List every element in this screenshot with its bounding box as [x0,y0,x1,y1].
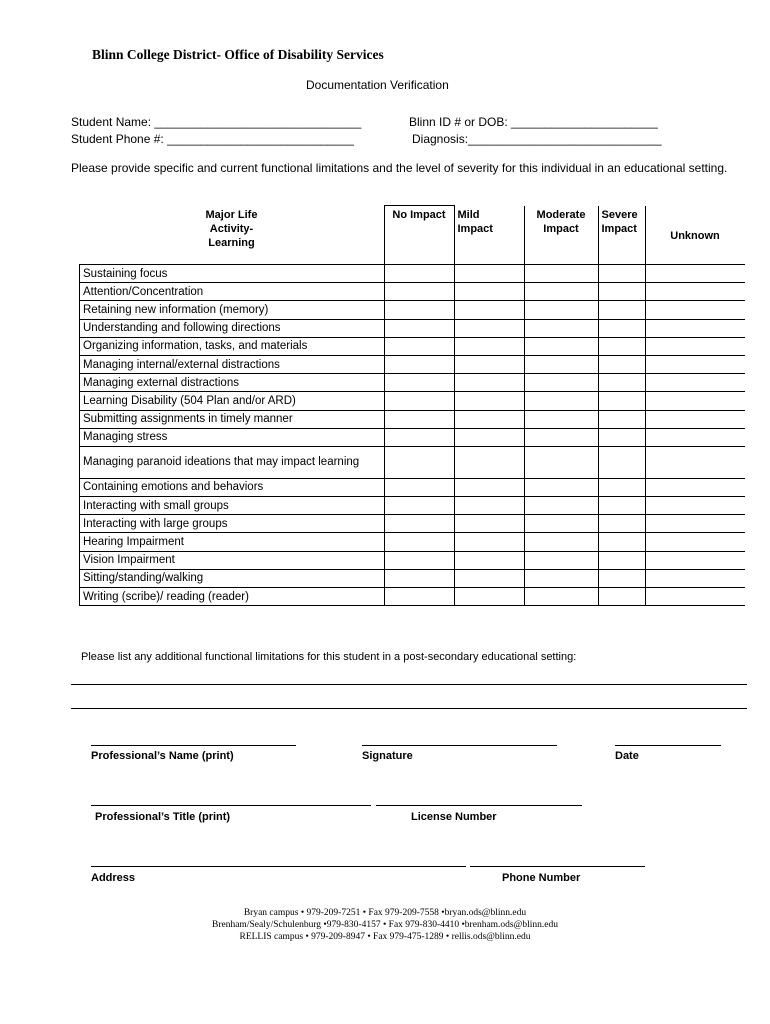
cell-moderate-impact[interactable] [524,319,598,337]
table-row [80,569,745,587]
activity-label: Vision Impairment [80,551,385,569]
cell-mild-impact[interactable] [454,374,524,392]
cell-moderate-impact[interactable] [524,446,598,478]
cell-severe-impact[interactable] [598,355,645,373]
address-label: Address [91,872,136,884]
cell-moderate-impact[interactable] [524,497,598,515]
cell-severe-impact[interactable] [598,533,645,551]
cell-mild-impact[interactable] [454,319,524,337]
cell-no-impact[interactable] [384,588,454,606]
activity-label: Retaining new information (memory) [80,301,385,319]
activity-label: Managing external distractions [80,374,385,392]
cell-moderate-impact[interactable] [524,337,598,355]
phone-number-label: Phone Number [502,872,581,884]
professional-title-label: Professional’s Title (print) [95,811,231,823]
activity-label: Writing (scribe)/ reading (reader) [80,588,385,606]
cell-moderate-impact[interactable] [524,551,598,569]
cell-no-impact[interactable] [384,355,454,373]
cell-mild-impact[interactable] [454,478,524,496]
header-mild-impact: Mild Impact [454,206,524,265]
cell-no-impact[interactable] [384,410,454,428]
cell-mild-impact[interactable] [454,265,524,283]
cell-unknown[interactable] [645,319,745,337]
cell-severe-impact[interactable] [598,551,645,569]
cell-mild-impact[interactable] [454,446,524,478]
cell-severe-impact[interactable] [598,374,645,392]
header-moderate-impact: Moderate Impact [524,206,598,265]
activity-label: Sustaining focus [80,265,385,283]
professional-title-line[interactable] [91,805,371,806]
license-number-label: License Number [411,811,497,823]
cell-unknown[interactable] [645,551,745,569]
cell-severe-impact[interactable] [598,283,645,301]
footer-bryan: Bryan campus • 979-209-7251 • Fax 979-209-7558 •bryan.ods@blinn.edu [243,908,527,918]
cell-unknown[interactable] [645,515,745,533]
cell-moderate-impact[interactable] [524,374,598,392]
cell-unknown[interactable] [645,410,745,428]
cell-mild-impact[interactable] [454,569,524,587]
cell-moderate-impact[interactable] [524,515,598,533]
cell-no-impact[interactable] [384,392,454,410]
signature-label: Signature [362,750,413,762]
cell-no-impact[interactable] [384,446,454,478]
cell-severe-impact[interactable] [598,588,645,606]
cell-severe-impact[interactable] [598,301,645,319]
table-row [80,374,745,392]
address-line[interactable] [91,866,466,867]
diagnosis-field[interactable]: Diagnosis:_____________________________ [412,132,662,146]
cell-moderate-impact[interactable] [524,355,598,373]
cell-no-impact[interactable] [384,515,454,533]
cell-unknown[interactable] [645,446,745,478]
cell-unknown[interactable] [645,588,745,606]
cell-unknown[interactable] [645,337,745,355]
activity-label: Managing internal/external distractions [80,355,385,373]
table-row [80,355,745,373]
table-row [80,337,745,355]
table-row [80,283,745,301]
cell-moderate-impact[interactable] [524,283,598,301]
cell-unknown[interactable] [645,497,745,515]
cell-severe-impact[interactable] [598,428,645,446]
professional-name-label: Professional’s Name (print) [91,750,234,762]
activity-label: Sitting/standing/walking [80,569,385,587]
cell-moderate-impact[interactable] [524,410,598,428]
blinn-id-field[interactable]: Blinn ID # or DOB: ______________________ [409,115,658,129]
activity-label: Containing emotions and behaviors [80,478,385,496]
cell-no-impact[interactable] [384,283,454,301]
table-row [80,392,745,410]
cell-unknown[interactable] [645,301,745,319]
activity-label: Submitting assignments in timely manner [80,410,385,428]
header-activity: Major Life Activity- Learning [80,206,385,265]
cell-mild-impact[interactable] [454,533,524,551]
cell-no-impact[interactable] [384,551,454,569]
additional-line-2[interactable] [71,708,747,709]
cell-unknown[interactable] [645,392,745,410]
license-number-line[interactable] [376,805,582,806]
cell-severe-impact[interactable] [598,319,645,337]
cell-mild-impact[interactable] [454,410,524,428]
cell-unknown[interactable] [645,265,745,283]
cell-moderate-impact[interactable] [524,392,598,410]
cell-unknown[interactable] [645,533,745,551]
page-title: Blinn College District- Office of Disability Services [92,47,384,62]
header-unknown: Unknown [645,206,745,265]
professional-name-line[interactable] [91,745,296,746]
cell-no-impact[interactable] [384,497,454,515]
table-row [80,410,745,428]
table-row [80,301,745,319]
activity-label: Interacting with small groups [80,497,385,515]
cell-mild-impact[interactable] [454,588,524,606]
table-row [80,446,745,478]
cell-no-impact[interactable] [384,478,454,496]
cell-no-impact[interactable] [384,319,454,337]
cell-unknown[interactable] [645,283,745,301]
student-name-field[interactable]: Student Name: _______________________________ [71,115,362,129]
cell-mild-impact[interactable] [454,428,524,446]
cell-moderate-impact[interactable] [524,533,598,551]
date-line[interactable] [615,745,721,746]
cell-no-impact[interactable] [384,428,454,446]
cell-no-impact[interactable] [384,301,454,319]
cell-unknown[interactable] [645,569,745,587]
activity-label: Managing stress [80,428,385,446]
cell-moderate-impact[interactable] [524,569,598,587]
cell-no-impact[interactable] [384,265,454,283]
activity-label: Managing paranoid ideations that may impact learning [80,446,385,478]
cell-no-impact[interactable] [384,337,454,355]
header-severe-impact: Severe Impact [598,206,645,265]
cell-no-impact[interactable] [384,569,454,587]
table-row [80,551,745,569]
cell-moderate-impact[interactable] [524,588,598,606]
impact-table [79,205,745,606]
activity-label: Hearing Impairment [80,533,385,551]
cell-moderate-impact[interactable] [524,428,598,446]
table-row [80,319,745,337]
footer-rellis: RELLIS campus • 979-209-8947 • Fax 979-475-1289 • rellis.ods@blinn.edu [239,932,531,942]
cell-mild-impact[interactable] [454,301,524,319]
cell-moderate-impact[interactable] [524,478,598,496]
cell-moderate-impact[interactable] [524,301,598,319]
cell-severe-impact[interactable] [598,478,645,496]
cell-mild-impact[interactable] [454,515,524,533]
table-row [80,515,745,533]
cell-no-impact[interactable] [384,374,454,392]
student-phone-field[interactable]: Student Phone #: ____________________________ [71,132,354,146]
cell-mild-impact[interactable] [454,551,524,569]
cell-unknown[interactable] [645,478,745,496]
cell-unknown[interactable] [645,374,745,392]
table-header-row [80,206,745,265]
cell-mild-impact[interactable] [454,283,524,301]
cell-mild-impact[interactable] [454,497,524,515]
cell-severe-impact[interactable] [598,446,645,478]
activity-label: Organizing information, tasks, and materials [80,337,385,355]
cell-severe-impact[interactable] [598,569,645,587]
footer-brenham: Brenham/Sealy/Schulenburg •979-830-4157 • Fax 979-830-4410 •brenham.ods@blinn.edu [212,920,558,930]
cell-severe-impact[interactable] [598,497,645,515]
cell-severe-impact[interactable] [598,410,645,428]
cell-severe-impact[interactable] [598,265,645,283]
additional-line-1[interactable] [71,684,747,685]
cell-mild-impact[interactable] [454,337,524,355]
activity-label: Interacting with large groups [80,515,385,533]
table-row [80,497,745,515]
activity-label: Attention/Concentration [80,283,385,301]
signature-line[interactable] [362,745,557,746]
cell-unknown[interactable] [645,355,745,373]
table-row [80,478,745,496]
instructions-text: Please provide specific and current functional limitations and the level of severity for this individual in an educational setting. [71,161,728,175]
additional-limitations-prompt: Please list any additional functional limitations for this student in a post-secondary educational setting: [81,651,577,663]
cell-no-impact[interactable] [384,533,454,551]
table-row [80,428,745,446]
table-row [80,265,745,283]
table-row [80,533,745,551]
cell-mild-impact[interactable] [454,355,524,373]
form-subtitle: Documentation Verification [306,78,449,92]
table-row [80,588,745,606]
cell-severe-impact[interactable] [598,392,645,410]
activity-label: Understanding and following directions [80,319,385,337]
header-no-impact: No Impact [384,206,454,265]
cell-severe-impact[interactable] [598,515,645,533]
cell-mild-impact[interactable] [454,392,524,410]
date-label: Date [615,750,639,762]
activity-label: Learning Disability (504 Plan and/or ARD) [80,392,385,410]
cell-moderate-impact[interactable] [524,265,598,283]
phone-number-line[interactable] [470,866,645,867]
cell-severe-impact[interactable] [598,337,645,355]
cell-unknown[interactable] [645,428,745,446]
